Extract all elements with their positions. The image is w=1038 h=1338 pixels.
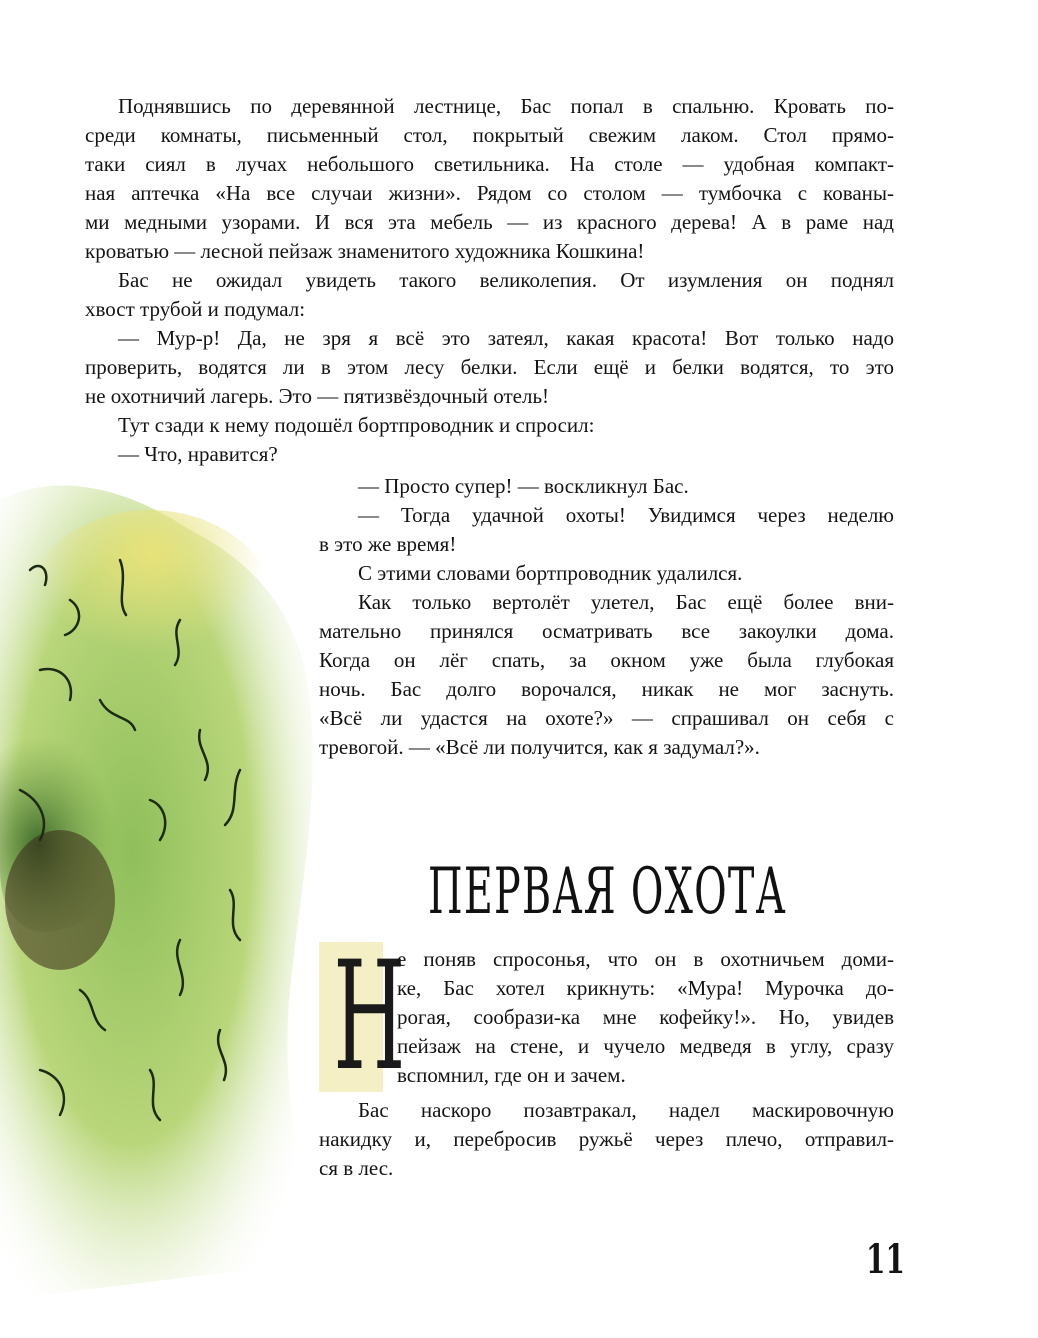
drop-cap: [319, 930, 406, 1104]
text-line: рогая, сообрази-ка мне кофейку!». Но, увидев: [397, 1005, 894, 1029]
text-line: ке, Бас хотел крикнуть: «Мура! Мурочка до-: [397, 976, 894, 1000]
text-line: Бас наскоро позавтракал, надел маскировочную: [358, 1098, 894, 1122]
text-line: ся в лес.: [319, 1156, 394, 1180]
text-line: ночь. Бас долго ворочался, никак не мог заснуть.: [319, 677, 894, 701]
text-line: хвост трубой и подумал:: [85, 297, 306, 321]
text-line: тревогой. — «Всё ли получится, как я задумал?».: [319, 735, 760, 759]
text-line: — Тогда удачной охоты! Увидимся через неделю: [358, 503, 894, 527]
text-line: — Мур-р! Да, не зря я всё это затеял, какая красота! Вот только надо: [118, 326, 894, 350]
text-line: «Всё ли удастся на охоте?» — спрашивал он себя с: [319, 706, 894, 730]
text-line: Как только вертолёт улетел, Бас ещё более вни-: [358, 590, 894, 614]
text-line: — Просто супер! — воскликнул Бас.: [358, 474, 689, 498]
text-line: — Что, нравится?: [118, 442, 278, 466]
text-line: ная аптечка «На все случаи жизни». Рядом со столом — тумбочка с кованы-: [85, 181, 894, 205]
text-line: е поняв спросонья, что он в охотничьем доми-: [397, 947, 894, 971]
text-line: Когда он лёг спать, за окном уже была глубокая: [319, 648, 894, 672]
forest-illustration: [0, 470, 340, 1300]
text-line: кроватью — лесной пейзаж знаменитого художника Кошкина!: [85, 239, 645, 263]
drop-cap-letter: Н: [333, 930, 406, 1104]
text-line: не охотничий лагерь. Это — пятизвёздочный отель!: [85, 384, 550, 408]
text-line: вспомнил, где он и зачем.: [397, 1063, 626, 1087]
text-line: мательно принялся осматривать все закоулки дома.: [319, 619, 894, 643]
text-line: Поднявшись по деревянной лестнице, Бас попал в спальню. Кровать по-: [118, 94, 894, 118]
text-line: пейзаж на стене, и чучело медведя в углу, сразу: [397, 1034, 894, 1058]
text-line: ми медными узорами. И вся эта мебель — из красного дерева! А в раме над: [85, 210, 894, 234]
text-line: Бас не ожидал увидеть такого великолепия. От изумления он поднял: [118, 268, 894, 292]
text-line: проверить, водятся ли в этом лесу белки. Если ещё и белки водятся, то это: [85, 355, 894, 379]
chapter-title: ПЕРВАЯ ОХОТА: [428, 855, 787, 929]
text-line: С этими словами бортпроводник удалился.: [358, 561, 743, 585]
text-line: среди комнаты, письменный стол, покрытый свежим лаком. Стол прямо-: [85, 123, 894, 147]
text-line: Тут сзади к нему подошёл бортпроводник и спросил:: [118, 413, 595, 437]
text-line: накидку и, перебросив ружьё через плечо, отправил-: [319, 1127, 894, 1151]
text-line: таки сиял в лучах небольшого светильника. На столе — удобная компакт-: [85, 152, 894, 176]
text-line: в это же время!: [319, 532, 457, 556]
page-number: 11: [866, 1236, 905, 1283]
